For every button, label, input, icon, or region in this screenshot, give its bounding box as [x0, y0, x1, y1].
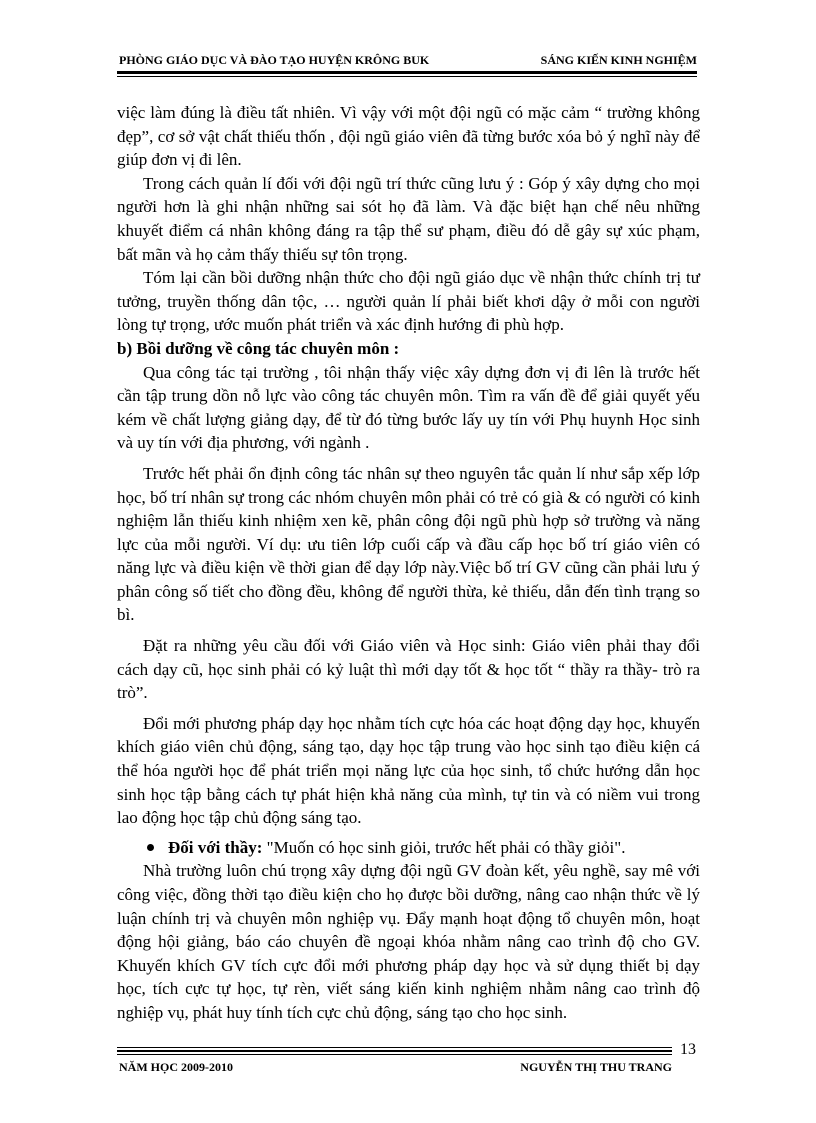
paragraph: Qua công tác tại trường , tôi nhận thấy việc xây dựng đơn vị đi lên là trước hết cần tập trung dồn nỗ lực vào công tác chuyên môn. Tìm ra vấn đề để giải quyết yếu kém về chất lượng giảng dạy, để từ đó từng bước lấy uy tín với Phụ huynh Học sinh và uy tín với địa phương, với ngành .: [117, 362, 700, 453]
header-rule-thin: [117, 76, 697, 77]
footer-school-year: NĂM HỌC 2009-2010: [119, 1060, 233, 1074]
section-heading: b) Bồi dưỡng về công tác chuyên môn :: [117, 338, 400, 358]
header-rule: [117, 71, 697, 74]
bullet-icon: [147, 844, 154, 851]
bullet-item: [117, 836, 700, 860]
footer-author: NGUYỄN THỊ THU TRANG: [520, 1060, 672, 1074]
header-doc-type: SÁNG KIẾN KINH NGHIỆM: [540, 53, 697, 67]
header-department: PHÒNG GIÁO DỤC VÀ ĐÀO TẠO HUYỆN KRÔNG BUK: [119, 53, 430, 67]
paragraph: việc làm đúng là điều tất nhiên. Vì vậy với một đội ngũ có mặc cảm “ trường không đẹp”, cơ sở vật chất thiếu thốn , đội ngũ giáo viên đã từng bước xóa bỏ ý nghĩ này để giúp đơn vị đi lên.: [117, 103, 700, 170]
paragraph: Tóm lại cần bồi dưỡng nhận thức cho đội ngũ giáo dục về nhận thức chính trị tư tưởng, truyền thống dân tộc, … người quản lí phải biết khơi dậy ở mỗi con người lòng tự trọng, ước muốn phát triển và xác định hướng đi phù hợp.: [117, 268, 700, 335]
footer-rule: [117, 1047, 672, 1055]
paragraph: Trong cách quản lí đối với đội ngũ trí thức cũng lưu ý : Góp ý xây dựng cho mọi người hơn là ghi nhận những sai sót họ đã làm. Và đặc biệt hạn chế nêu những khuyết điểm cá nhân không đáng ra tập thể sư phạm, điều đó dễ gây sự xúc phạm, bất mãn và họ cảm thấy thiếu sự tôn trọng.: [117, 173, 700, 264]
paragraph: Đổi mới phương pháp dạy học nhằm tích cực hóa các hoạt động dạy học, khuyến khích giáo viên chủ động, sáng tạo, dạy học tập trung vào học sinh tạo điều kiện cá thể hóa người học để phát triển mọi năng lực của học sinh, tổ chức hướng dẫn học sinh học tập bằng cách tự phát hiện khả năng của mình, tự tin và có niềm vui trong lao động học tập chủ động sáng tạo.: [117, 713, 700, 828]
page-number: 13: [680, 1041, 696, 1058]
paragraph: Nhà trường luôn chú trọng xây dựng đội ngũ GV đoàn kết, yêu nghề, say mê với công việc, đồng thời tạo điều kiện cho họ được bồi dưỡng, nâng cao nhận thức về lý luận chính trị và chuyên môn nghiệp vụ. Đẩy mạnh hoạt động tổ chuyên môn, hoạt động hội giảng, báo cáo chuyên đề ngoại khóa nhằm nâng cao trình độ cho GV. Khuyến khích GV tích cực đổi mới phương pháp dạy học và sử dụng thiết bị dạy học, tích cực tự học, tự rèn, viết sáng kiến kinh nghiệm nhằm nâng cao trình độ nghiệp vụ, phát huy tính tích cực chủ động, sáng tạo cho học sinh.: [117, 861, 700, 1022]
paragraph: Trước hết phải ổn định công tác nhân sự theo nguyên tắc quản lí như sắp xếp lớp học, bố trí nhân sự trong các nhóm chuyên môn phải có trẻ có già & có người có kinh nghiệm lẫn thiếu kinh nhiệm xen kẽ, phân công đội ngũ phù hợp sở trường và năng lực của mỗi người. Ví dụ: ưu tiên lớp cuối cấp và đầu cấp học bố trí giáo viên có năng lực và điều kiện về thời gian để dạy lớp này.Việc bố trí GV cũng cần phải lưu ý phân công số tiết cho đồng đều, không để người thừa, kẻ thiếu, dẫn đến tình trạng so bì.: [117, 463, 700, 625]
page-body: [117, 101, 700, 1025]
bullet-quote: "Muốn có học sinh giỏi, trước hết phải có thầy giỏi".: [262, 837, 626, 857]
page-header: [117, 50, 697, 70]
paragraph: Đặt ra những yêu cầu đối với Giáo viên và Học sinh: Giáo viên phải thay đổi cách dạy cũ, học sinh phải có kỷ luật thì mới dạy tốt & học tốt “ thầy ra thầy- trò ra trò”.: [117, 636, 700, 703]
bullet-bold-label: Đối với thầy:: [168, 837, 263, 857]
